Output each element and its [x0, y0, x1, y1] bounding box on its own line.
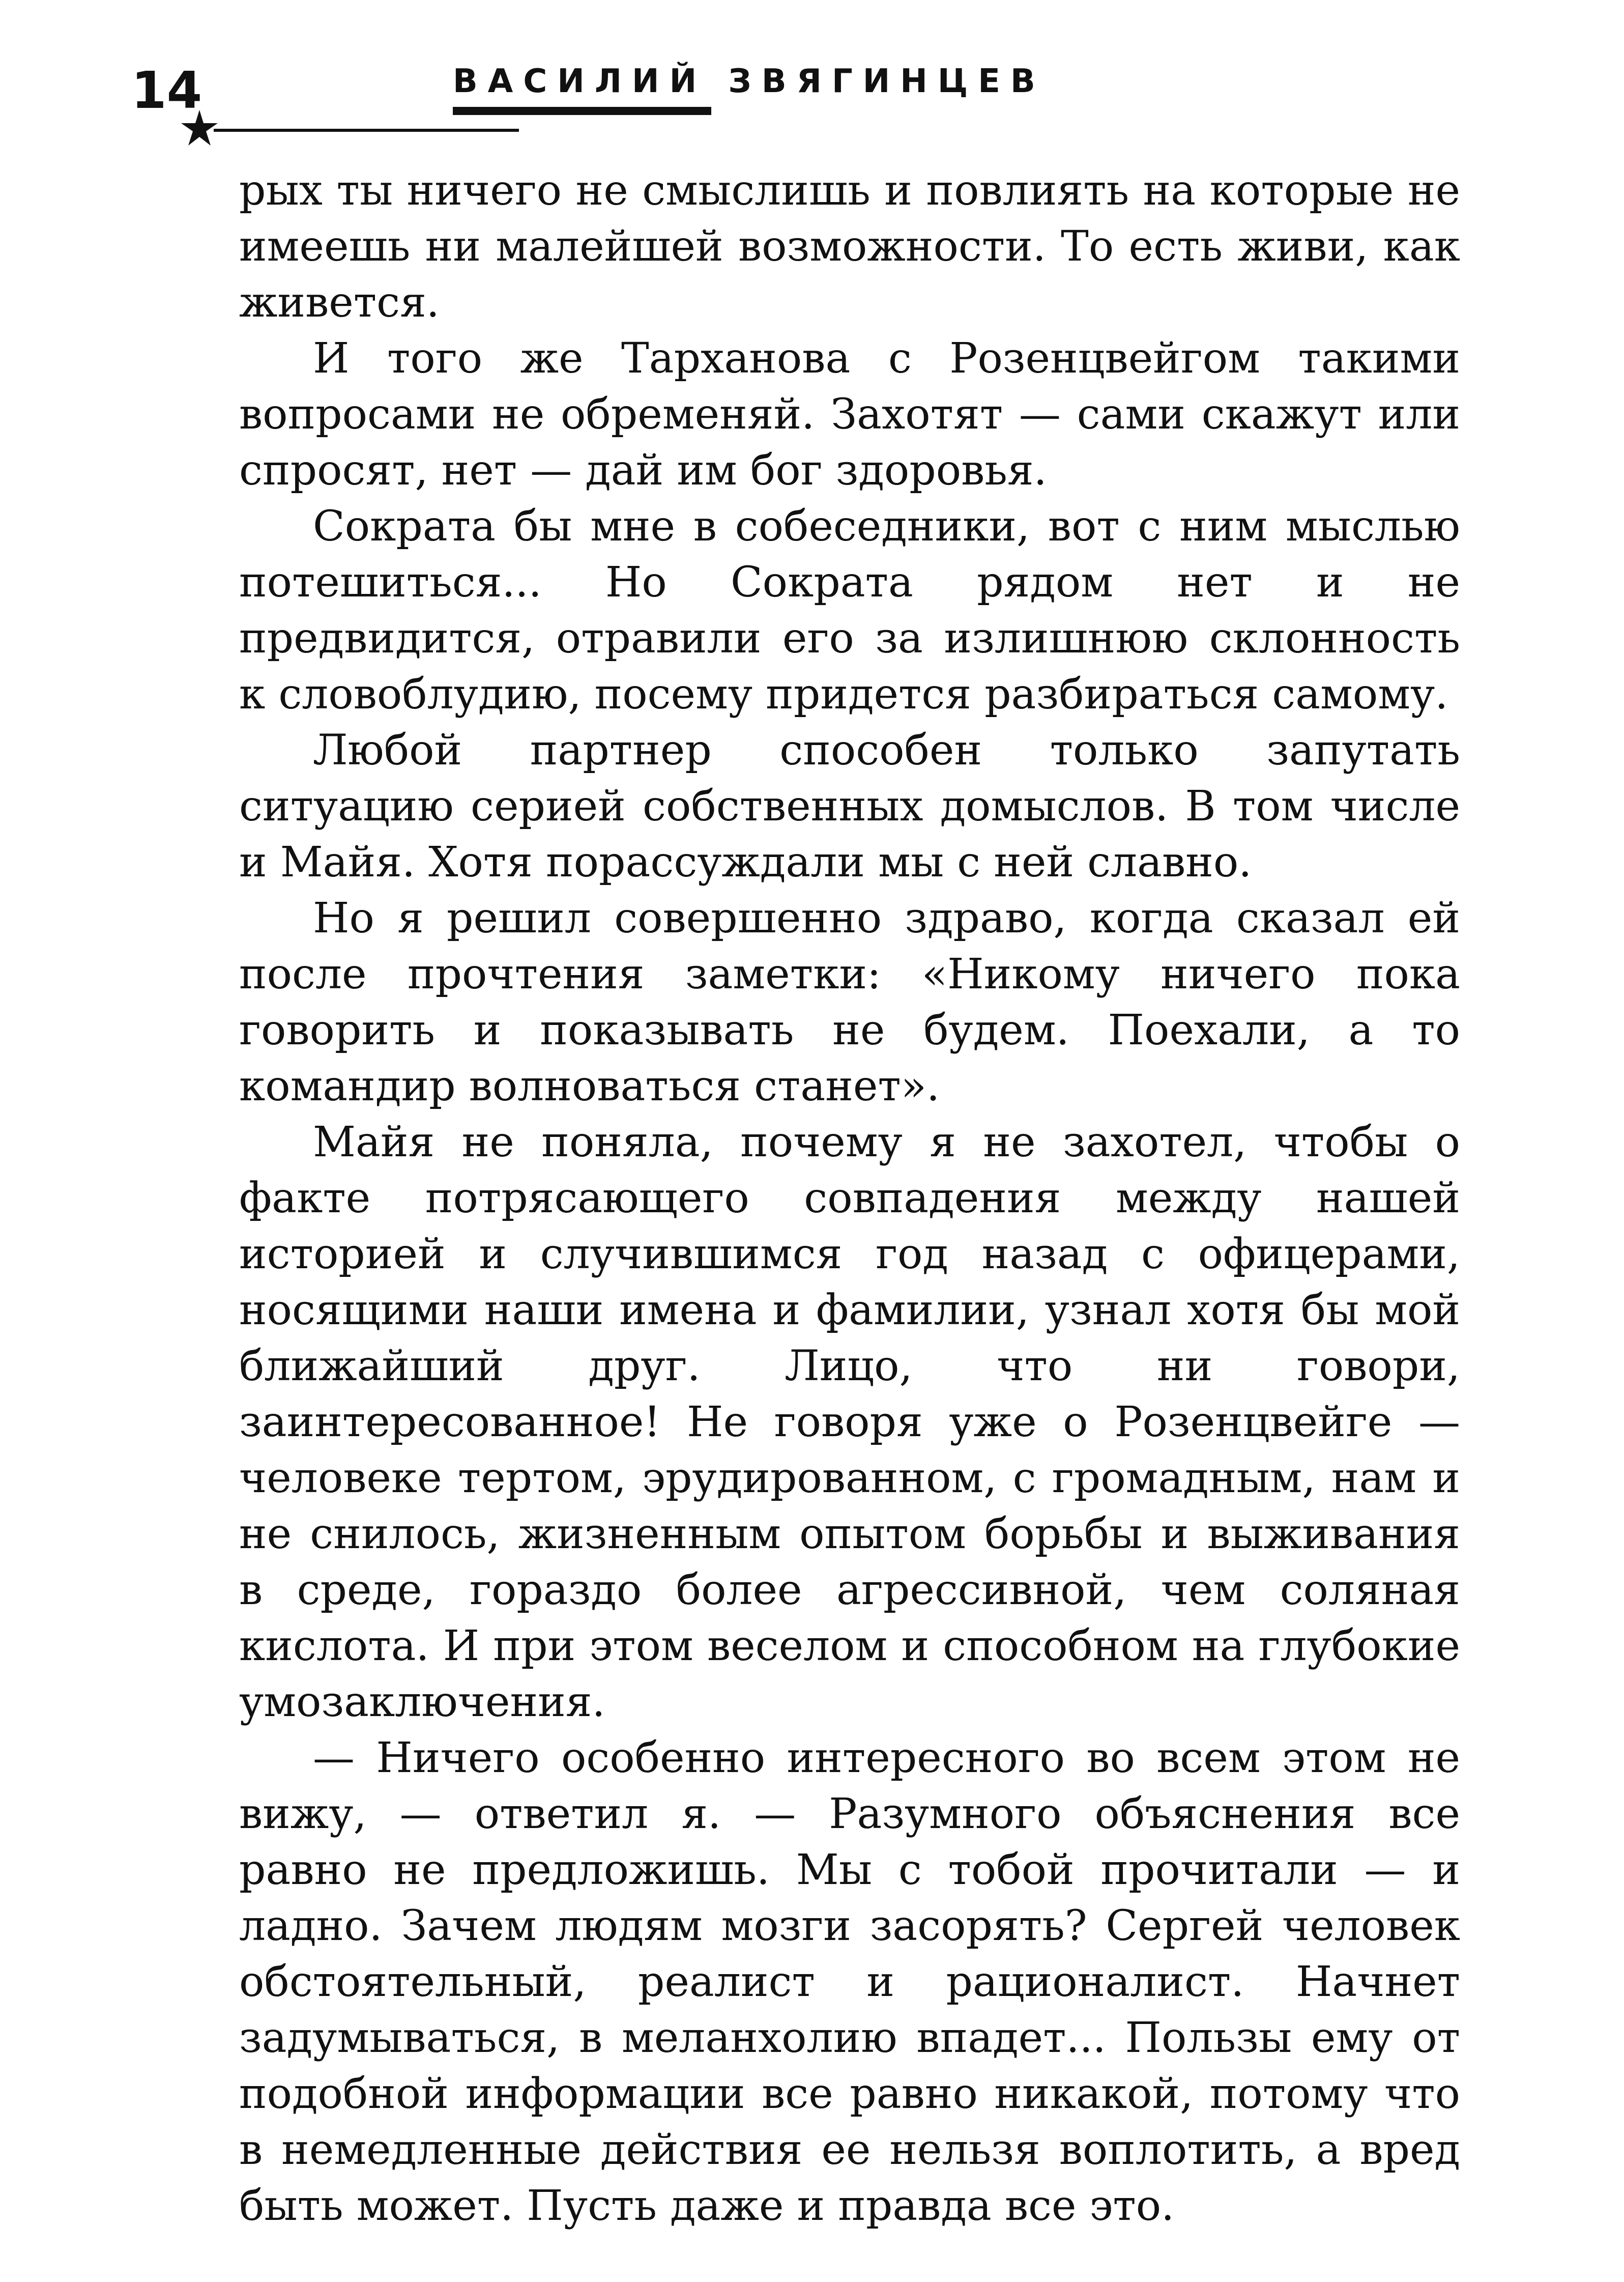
paragraph-7: — Ничего особенно интересного во всем этом не вижу, — ответил я. — Разумного объяснения все равно не предложишь. Мы с тобой прочитали — и ладно. Зачем людям мозги засорять? Сергей человек обстоятельный, реалист и рационалист. Начнет задумываться, в меланхолию впадет... Пользы ему от подобной информации все равно никакой, потому что в немедленные действия ее нельзя воплотить, а вред быть может. Пусть даже и правда все это. — [239, 1734, 1460, 2230]
paragraph-2: И того же Тарханова с Розенцвейгом такими вопросами не обременяй. Захотят — сами скажут или спросят, нет — дай им бог здоровья. — [239, 334, 1460, 495]
paragraph-3: Сократа бы мне в собеседники, вот с ним мыслью потешиться... Но Сократа рядом нет и не предвидится, отравили его за излишнюю склонность к словоблудию, посему придется разбираться самому. — [239, 502, 1460, 719]
body-text — [239, 163, 1460, 2234]
header-rule — [214, 129, 519, 132]
running-head-author: ВАСИЛИЙ ЗВЯГИНЦЕВ — [453, 63, 1046, 100]
paragraph-6: Майя не поняла, почему я не захотел, чтобы о факте потрясающего совпадения между нашей историей и случившимся год назад с офицерами, носящими наши имена и фамилии, узнал хотя бы мой ближайший друг. Лицо, что ни говори, заинтересованное! Не говоря уже о Розенцвейге — человеке тертом, эрудированном, с громадным, нам и не снилось, жизненным опытом борьбы и выживания в среде, гораздо более агрессивной, чем соляная кислота. И при этом веселом и способном на глубокие умозаключения. — [239, 1118, 1460, 1726]
page-number: 14 — [131, 61, 202, 120]
running-head-underline — [453, 107, 711, 115]
star-ornament-icon — [179, 108, 220, 149]
paragraph-1: рых ты ничего не смыслишь и повлиять на которые не имеешь ни малейшей возможности. То есть живи, как живется. — [239, 166, 1460, 327]
paragraph-5: Но я решил совершенно здраво, когда сказал ей после прочтения заметки: «Никому ничего пока говорить и показывать не будем. Поехали, а то командир волноваться станет». — [239, 894, 1460, 1110]
paragraph-4: Любой партнер способен только запутать ситуацию серией собственных домыслов. В том числе и Майя. Хотя порассуждали мы с ней славно. — [239, 726, 1460, 887]
